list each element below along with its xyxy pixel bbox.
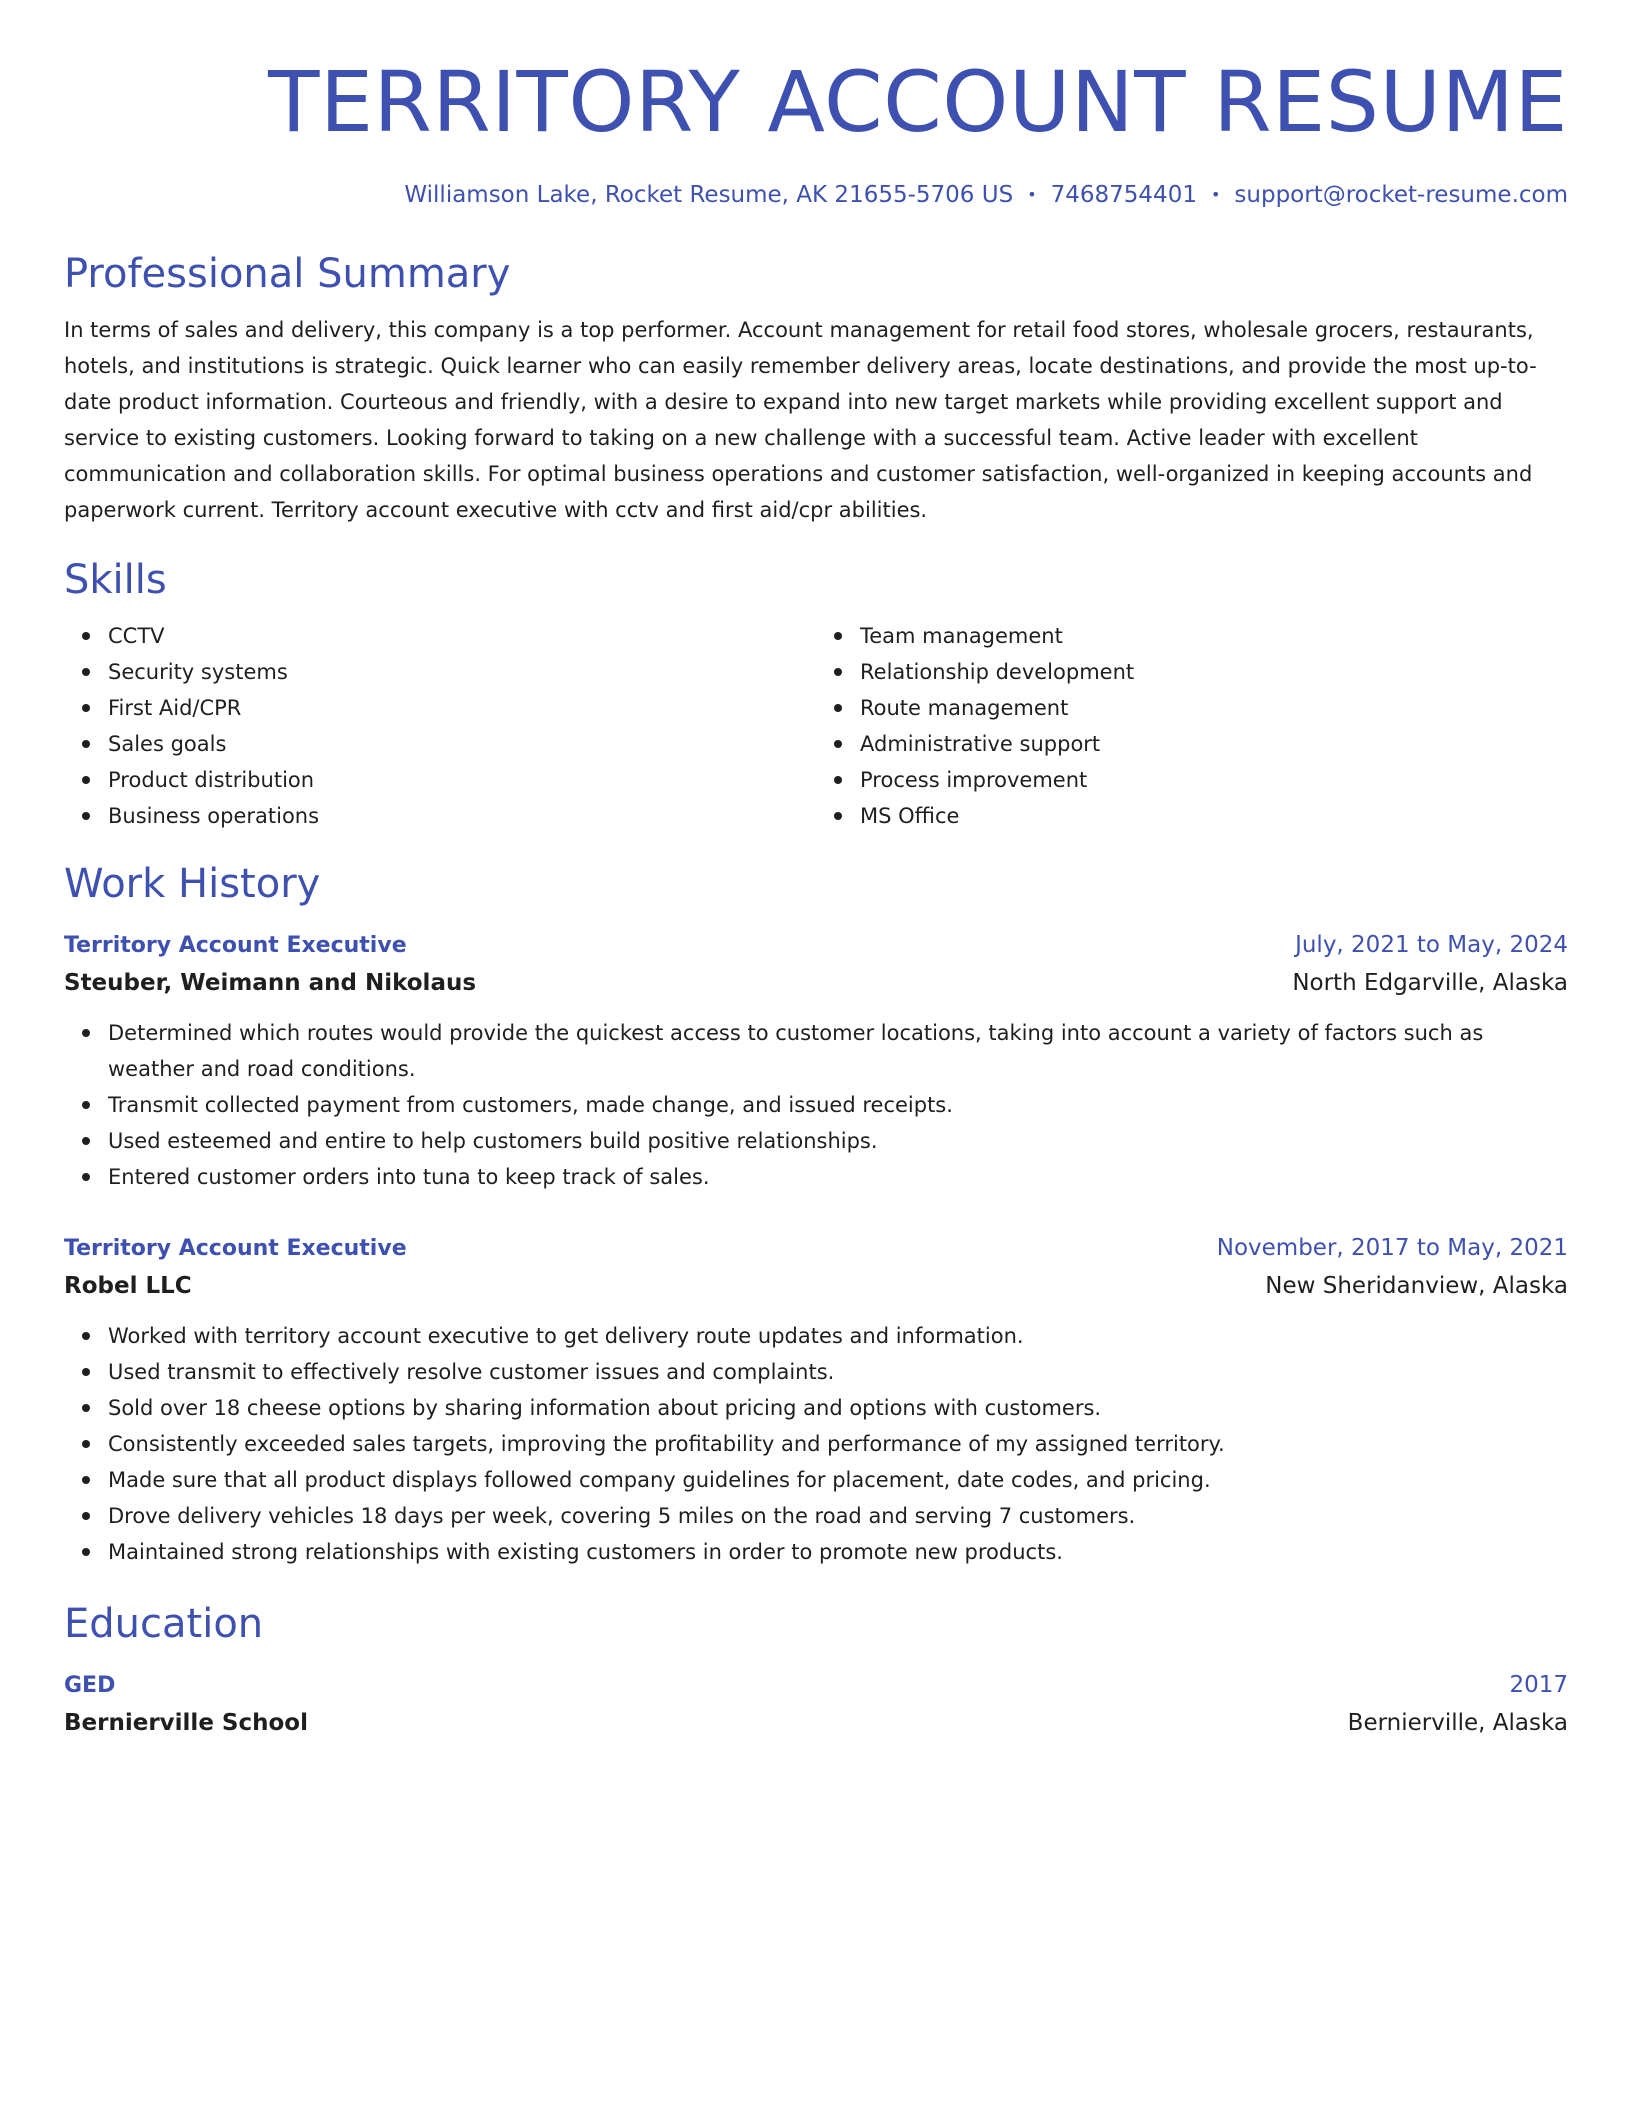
education-section — [64, 1600, 1568, 1743]
skill-item: Relationship development — [860, 654, 1568, 690]
professional-summary-section — [64, 250, 1568, 528]
job-dates: November, 2017 to May, 2021 — [1216, 1235, 1568, 1261]
skills-column-right — [816, 618, 1568, 834]
education-degree: GED — [64, 1673, 116, 1698]
skills-column-left — [64, 618, 816, 834]
job-company: Robel LLC — [64, 1273, 192, 1299]
job-bullet: Transmit collected payment from customers, made change, and issued receipts. — [108, 1087, 1568, 1123]
contact-separator: • — [1210, 185, 1221, 204]
job-title: Territory Account Executive — [64, 1236, 407, 1261]
contact-phone: 7468754401 — [1050, 182, 1197, 208]
job-bullet: Used esteemed and entire to help customers build positive relationships. — [108, 1123, 1568, 1159]
job-entry — [64, 1231, 1568, 1570]
education-location: Bernierville, Alaska — [1347, 1710, 1568, 1736]
skills-grid — [64, 618, 1568, 834]
skill-item: Security systems — [108, 654, 816, 690]
job-bullet: Entered customer orders into tuna to keep track of sales. — [108, 1159, 1568, 1195]
job-dates: July, 2021 to May, 2024 — [1295, 932, 1568, 958]
skill-item: Route management — [860, 690, 1568, 726]
job-company-row — [64, 963, 1568, 1003]
job-company: Steuber, Weimann and Nikolaus — [64, 970, 477, 996]
skill-item: First Aid/CPR — [108, 690, 816, 726]
resume-header — [64, 54, 1568, 210]
section-title-education: Education — [64, 1601, 264, 1647]
job-title-row — [64, 1231, 1568, 1266]
resume-title: TERRITORY ACCOUNT RESUME — [268, 53, 1568, 151]
skill-item: Sales goals — [108, 726, 816, 762]
summary-text: In terms of sales and delivery, this company is a top performer. Account management for retail food stores, wholesale grocers, restaurants, hotels, and institutions is strategic. Quick learner who can easily remember delivery areas, locate destinations, and provide the most up-to-date product information. Courteous and friendly, with a desire to expand into new target markets while providing excellent support and service to existing customers. Looking forward to taking on a new challenge with a successful team. Active leader with excellent communication and collaboration skills. For optimal business operations and customer satisfaction, well-organized in keeping accounts and paperwork current. Territory account executive with cctv and first aid/cpr abilities. — [64, 318, 1537, 522]
job-bullet-list — [64, 1318, 1568, 1570]
job-bullet: Determined which routes would provide the quickest access to customer locations, taking into account a variety of factors such as weather and road conditions. — [108, 1015, 1568, 1087]
job-bullet: Worked with territory account executive to get delivery route updates and information. — [108, 1318, 1568, 1354]
section-title-skills: Skills — [64, 557, 167, 603]
job-bullet: Made sure that all product displays followed company guidelines for placement, date codes, and pricing. — [108, 1462, 1568, 1498]
education-school: Bernierville School — [64, 1710, 308, 1736]
job-location: New Sheridanview, Alaska — [1265, 1273, 1568, 1299]
skill-item: MS Office — [860, 798, 1568, 834]
job-bullet-list — [64, 1015, 1568, 1195]
education-entry — [64, 1668, 1568, 1743]
education-degree-row — [64, 1668, 1568, 1703]
job-company-row — [64, 1266, 1568, 1306]
contact-email: support@rocket-resume.com — [1234, 182, 1568, 208]
skill-item: Process improvement — [860, 762, 1568, 798]
job-bullet: Used transmit to effectively resolve customer issues and complaints. — [108, 1354, 1568, 1390]
section-title-professional-summary: Professional Summary — [64, 251, 511, 297]
contact-line — [64, 180, 1568, 210]
section-title-work-history: Work History — [64, 861, 321, 907]
job-title: Territory Account Executive — [64, 933, 407, 958]
contact-address: Williamson Lake, Rocket Resume, AK 21655-5706 US — [404, 182, 1014, 208]
job-location: North Edgarville, Alaska — [1292, 970, 1568, 996]
work-history-section — [64, 860, 1568, 1570]
job-entry — [64, 928, 1568, 1195]
contact-separator: • — [1027, 185, 1037, 204]
skill-item: Administrative support — [860, 726, 1568, 762]
skills-section — [64, 556, 1568, 834]
education-school-row — [64, 1703, 1568, 1743]
education-year: 2017 — [1509, 1672, 1568, 1698]
job-bullet: Drove delivery vehicles 18 days per week, covering 5 miles on the road and serving 7 customers. — [108, 1498, 1568, 1534]
job-bullet: Sold over 18 cheese options by sharing information about pricing and options with customers. — [108, 1390, 1568, 1426]
job-bullet: Consistently exceeded sales targets, improving the profitability and performance of my assigned territory. — [108, 1426, 1568, 1462]
job-bullet: Maintained strong relationships with existing customers in order to promote new products. — [108, 1534, 1568, 1570]
skill-item: Product distribution — [108, 762, 816, 798]
skill-item: CCTV — [108, 618, 816, 654]
job-title-row — [64, 928, 1568, 963]
skill-item: Business operations — [108, 798, 816, 834]
skill-item: Team management — [860, 618, 1568, 654]
